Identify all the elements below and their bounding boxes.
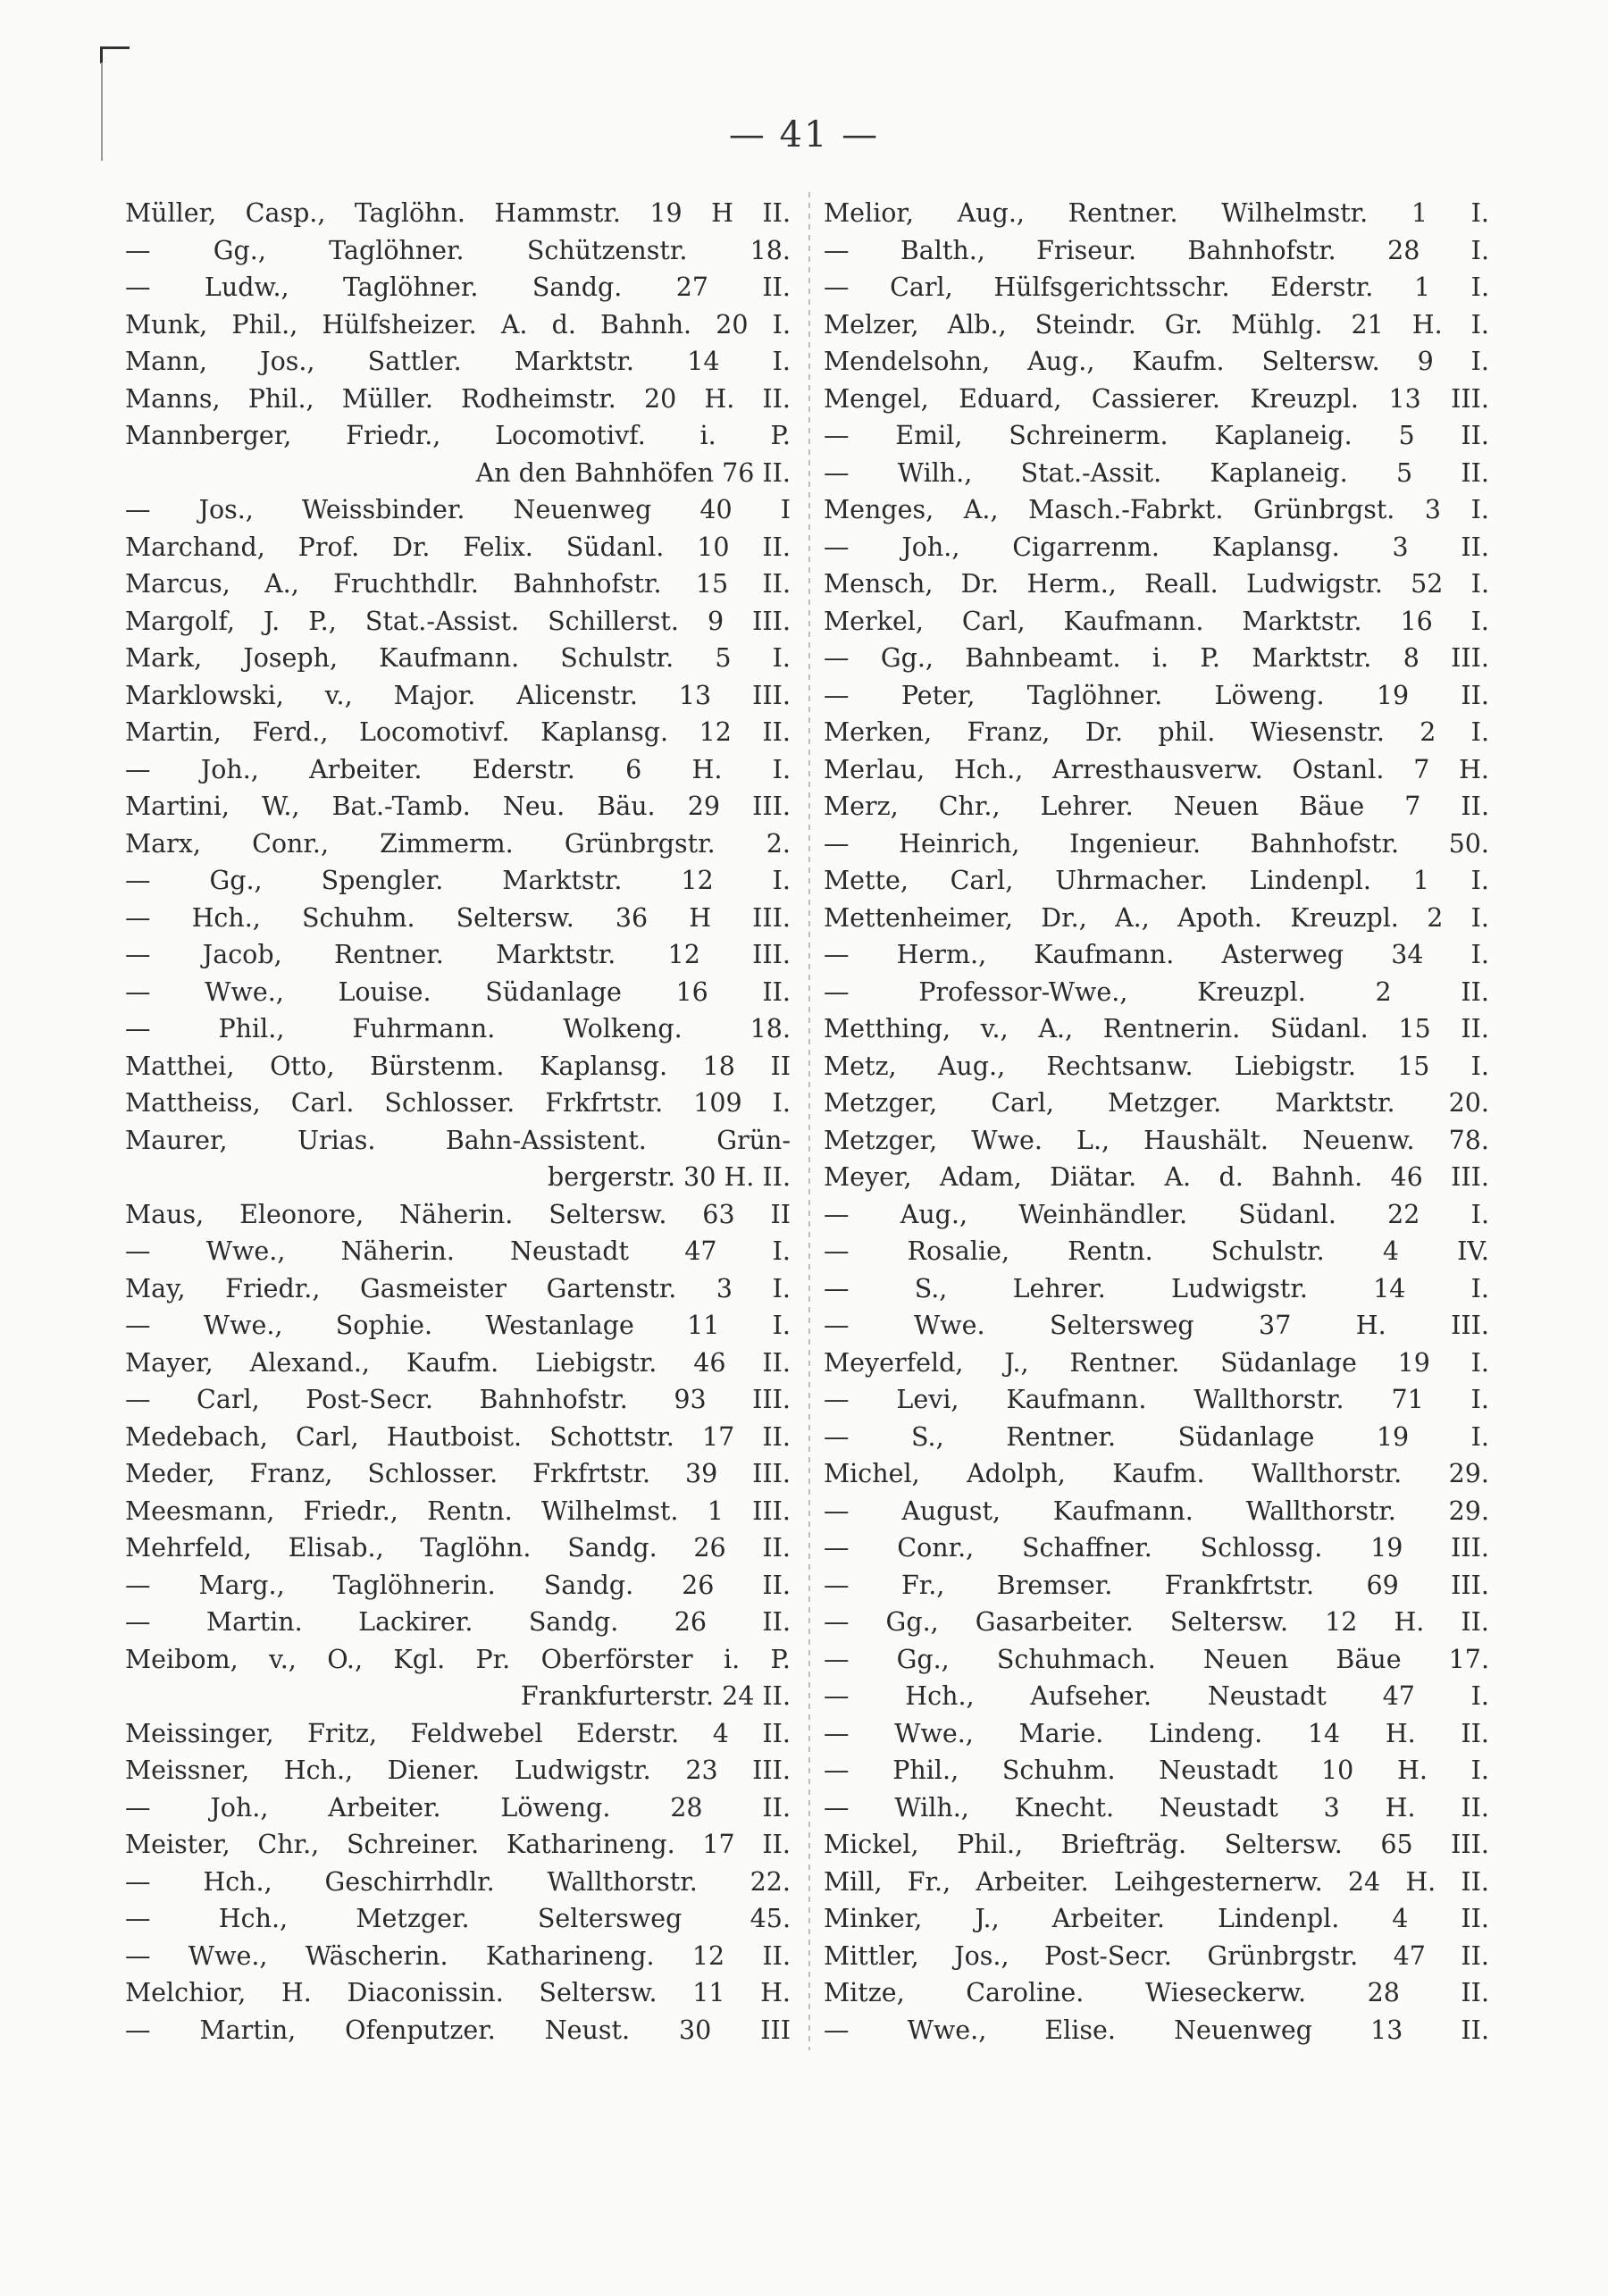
directory-entry: Meissner, Hch., Diener. Ludwigstr. 23 III. [125, 1756, 791, 1785]
directory-entry: Meesmann, Friedr., Rentn. Wilhelmst. 1 III. [125, 1496, 791, 1526]
directory-entry: — Jacob, Rentner. Marktstr. 12 III. [125, 940, 791, 969]
directory-entry: Meister, Chr., Schreiner. Katharineng. 17 II. [125, 1830, 791, 1859]
directory-entry: — Gg., Spengler. Marktstr. 12 I. [125, 866, 791, 895]
directory-entry: — Emil, Schreinerm. Kaplaneig. 5 II. [824, 421, 1489, 450]
directory-entry: — Phil., Fuhrmann. Wolkeng. 18. [125, 1014, 791, 1043]
directory-entry: — Martin. Lackirer. Sandg. 26 II. [125, 1607, 791, 1637]
directory-entry: May, Friedr., Gasmeister Gartenstr. 3 I. [125, 1273, 791, 1303]
directory-entry: Melzer, Alb., Steindr. Gr. Mühlg. 21 H. I. [824, 309, 1489, 339]
directory-entry: Mickel, Phil., Briefträg. Seltersw. 65 III. [824, 1830, 1489, 1859]
left-column [125, 195, 791, 2049]
directory-entry: — Rosalie, Rentn. Schulstr. 4 IV. [824, 1236, 1489, 1266]
directory-entry: — Joh., Arbeiter. Ederstr. 6 H. I. [125, 754, 791, 784]
directory-entry: Melchior, H. Diaconissin. Seltersw. 11 H. [125, 1978, 791, 2007]
directory-entry: — Martin, Ofenputzer. Neust. 30 III [125, 2015, 791, 2045]
directory-entry: Marcus, A., Fruchthdlr. Bahnhofstr. 15 II. [125, 569, 791, 599]
directory-entry: Martin, Ferd., Locomotivf. Kaplansg. 12 II. [125, 717, 791, 747]
directory-entry: — Gg., Taglöhner. Schützenstr. 18. [125, 235, 791, 265]
directory-entry: Mehrfeld, Elisab., Taglöhn. Sandg. 26 II. [125, 1533, 791, 1563]
directory-entry: Mengel, Eduard, Cassierer. Kreuzpl. 13 III. [824, 383, 1489, 414]
directory-entry: Mettenheimer, Dr., A., Apoth. Kreuzpl. 2 I. [824, 902, 1489, 933]
directory-entry: Mannberger, Friedr., Locomotivf. i. P. [125, 421, 791, 450]
directory-entry: Meissinger, Fritz, Feldwebel Ederstr. 4 II. [125, 1718, 791, 1748]
directory-entry: Müller, Casp., Taglöhn. Hammstr. 19 H II. [125, 198, 791, 228]
directory-entry: Mayer, Alexand., Kaufm. Liebigstr. 46 II. [125, 1347, 791, 1378]
directory-entry: — Aug., Weinhändler. Südanl. 22 I. [824, 1199, 1489, 1229]
directory-entry: Metzger, Wwe. L., Haushält. Neuenw. 78. [824, 1125, 1489, 1155]
directory-entry: Mitze, Caroline. Wieseckerw. 28 II. [824, 1978, 1489, 2007]
directory-entry: — Hch., Aufseher. Neustadt 47 I. [824, 1681, 1489, 1711]
directory-entry: Marchand, Prof. Dr. Felix. Südanl. 10 II. [125, 532, 791, 562]
directory-entry: Mark, Joseph, Kaufmann. Schulstr. 5 I. [125, 643, 791, 673]
directory-entry: bergerstr. 30 H. II. [547, 1162, 791, 1192]
directory-entry: Mann, Jos., Sattler. Marktstr. 14 I. [125, 347, 791, 376]
directory-entry: Merlau, Hch., Arresthausverw. Ostanl. 7 H. [824, 754, 1489, 784]
directory-entry: — Marg., Taglöhnerin. Sandg. 26 II. [125, 1570, 791, 1600]
directory-entry: — Wwe., Elise. Neuenweg 13 II. [824, 2015, 1489, 2045]
directory-entry: — Ludw., Taglöhner. Sandg. 27 II. [125, 272, 791, 302]
directory-entry: Mill, Fr., Arbeiter. Leihgesternerw. 24 H. II. [824, 1866, 1489, 1897]
directory-entry: Maurer, Urias. Bahn-Assistent. Grün- [125, 1125, 791, 1155]
directory-entry: Mattheiss, Carl. Schlosser. Frkfrtstr. 109 I. [125, 1088, 791, 1118]
directory-entry: — Joh., Cigarrenm. Kaplansg. 3 II. [824, 532, 1489, 562]
directory-entry: — Wwe., Louise. Südanlage 16 II. [125, 976, 791, 1007]
directory-entry: — Wilh., Knecht. Neustadt 3 H. II. [824, 1792, 1489, 1823]
directory-entry: — Wwe., Sophie. Westanlage 11 I. [125, 1311, 791, 1340]
directory-entry: — Wwe., Wäscherin. Katharineng. 12 II. [125, 1940, 791, 1971]
directory-entry: — Phil., Schuhm. Neustadt 10 H. I. [824, 1756, 1489, 1785]
directory-entry: Metzger, Carl, Metzger. Marktstr. 20. [824, 1088, 1489, 1118]
right-column [824, 195, 1489, 2049]
directory-entry: — S., Rentner. Südanlage 19 I. [824, 1421, 1489, 1452]
directory-entry: — Carl, Post-Secr. Bahnhofstr. 93 III. [125, 1385, 791, 1414]
directory-entry: — August, Kaufmann. Wallthorstr. 29. [824, 1496, 1489, 1526]
directory-entry: — Gg., Bahnbeamt. i. P. Marktstr. 8 III. [824, 643, 1489, 673]
directory-entry: Manns, Phil., Müller. Rodheimstr. 20 H. II. [125, 383, 791, 414]
directory-entry: An den Bahnhöfen 76 II. [475, 457, 791, 488]
directory-entry: — Wwe. Seltersweg 37 H. III. [824, 1311, 1489, 1340]
directory-entry: — Fr., Bremser. Frankfrtstr. 69 III. [824, 1570, 1489, 1600]
directory-entry: Munk, Phil., Hülfsheizer. A. d. Bahnh. 20 I. [125, 309, 791, 339]
column-divider [808, 192, 810, 2050]
directory-entry: — Hch., Metzger. Seltersweg 45. [125, 1904, 791, 1933]
directory-entry: Merken, Franz, Dr. phil. Wiesenstr. 2 I. [824, 717, 1489, 747]
directory-entry: — Conr., Schaffner. Schlossg. 19 III. [824, 1533, 1489, 1563]
directory-entry: — Joh., Arbeiter. Löweng. 28 II. [125, 1792, 791, 1823]
directory-entry: Metthing, v., A., Rentnerin. Südanl. 15 II. [824, 1014, 1489, 1043]
directory-entry: Martini, W., Bat.-Tamb. Neu. Bäu. 29 III. [125, 792, 791, 821]
directory-entry: Mittler, Jos., Post-Secr. Grünbrgstr. 47 II. [824, 1940, 1489, 1971]
directory-entry: Melior, Aug., Rentner. Wilhelmstr. 1 I. [824, 198, 1489, 228]
directory-entry: — S., Lehrer. Ludwigstr. 14 I. [824, 1273, 1489, 1303]
directory-entry: Minker, J., Arbeiter. Lindenpl. 4 II. [824, 1904, 1489, 1933]
directory-entry: Mendelsohn, Aug., Kaufm. Seltersw. 9 I. [824, 347, 1489, 376]
directory-entry: — Heinrich, Ingenieur. Bahnhofstr. 50. [824, 828, 1489, 859]
directory-entry: — Levi, Kaufmann. Wallthorstr. 71 I. [824, 1385, 1489, 1414]
directory-entry: — Wilh., Stat.-Assit. Kaplaneig. 5 II. [824, 457, 1489, 488]
directory-entry: Meyerfeld, J., Rentner. Südanlage 19 I. [824, 1347, 1489, 1378]
page-number: — 41 — [728, 114, 880, 155]
directory-entry: Meyer, Adam, Diätar. A. d. Bahnh. 46 III. [824, 1162, 1489, 1192]
directory-entry: — Herm., Kaufmann. Asterweg 34 I. [824, 940, 1489, 969]
directory-entry: Matthei, Otto, Bürstenm. Kaplansg. 18 II [125, 1051, 791, 1081]
directory-entry: — Gg., Gasarbeiter. Seltersw. 12 H. II. [824, 1607, 1489, 1637]
directory-entry: Medebach, Carl, Hautboist. Schottstr. 17 II. [125, 1421, 791, 1452]
directory-entry: Merz, Chr., Lehrer. Neuen Bäue 7 II. [824, 792, 1489, 821]
directory-entry: — Jos., Weissbinder. Neuenweg 40 I [125, 495, 791, 524]
directory-entry: Meder, Franz, Schlosser. Frkfrtstr. 39 III. [125, 1459, 791, 1488]
directory-entry: — Wwe., Marie. Lindeng. 14 H. II. [824, 1718, 1489, 1748]
directory-entry: Michel, Adolph, Kaufm. Wallthorstr. 29. [824, 1459, 1489, 1488]
directory-entry: — Carl, Hülfsgerichtsschr. Ederstr. 1 I. [824, 272, 1489, 302]
directory-entry: Marx, Conr., Zimmerm. Grünbrgstr. 2. [125, 828, 791, 859]
directory-entry: — Wwe., Näherin. Neustadt 47 I. [125, 1236, 791, 1266]
directory-entry: Mensch, Dr. Herm., Reall. Ludwigstr. 52 I. [824, 569, 1489, 599]
directory-entry: Frankfurterstr. 24 II. [520, 1681, 791, 1711]
directory-entry: — Peter, Taglöhner. Löweng. 19 II. [824, 680, 1489, 710]
directory-entry: Metz, Aug., Rechtsanw. Liebigstr. 15 I. [824, 1051, 1489, 1081]
directory-entry: — Gg., Schuhmach. Neuen Bäue 17. [824, 1644, 1489, 1674]
directory-entry: Meibom, v., O., Kgl. Pr. Oberförster i. P. [125, 1644, 791, 1674]
directory-entry: — Hch., Geschirrhdlr. Wallthorstr. 22. [125, 1866, 791, 1897]
page-corner-mark [100, 46, 130, 63]
directory-entry: Menges, A., Masch.-Fabrkt. Grünbrgst. 3 I. [824, 495, 1489, 524]
directory-entry: — Professor-Wwe., Kreuzpl. 2 II. [824, 976, 1489, 1007]
directory-entry: Merkel, Carl, Kaufmann. Marktstr. 16 I. [824, 606, 1489, 636]
directory-entry: Margolf, J. P., Stat.-Assist. Schillerst. 9 III. [125, 606, 791, 636]
directory-entry: Maus, Eleonore, Näherin. Seltersw. 63 II [125, 1199, 791, 1229]
directory-entry: — Balth., Friseur. Bahnhofstr. 28 I. [824, 235, 1489, 265]
directory-entry: Marklowski, v., Major. Alicenstr. 13 III. [125, 680, 791, 710]
directory-entry: — Hch., Schuhm. Seltersw. 36 H III. [125, 902, 791, 933]
directory-entry: Mette, Carl, Uhrmacher. Lindenpl. 1 I. [824, 866, 1489, 895]
